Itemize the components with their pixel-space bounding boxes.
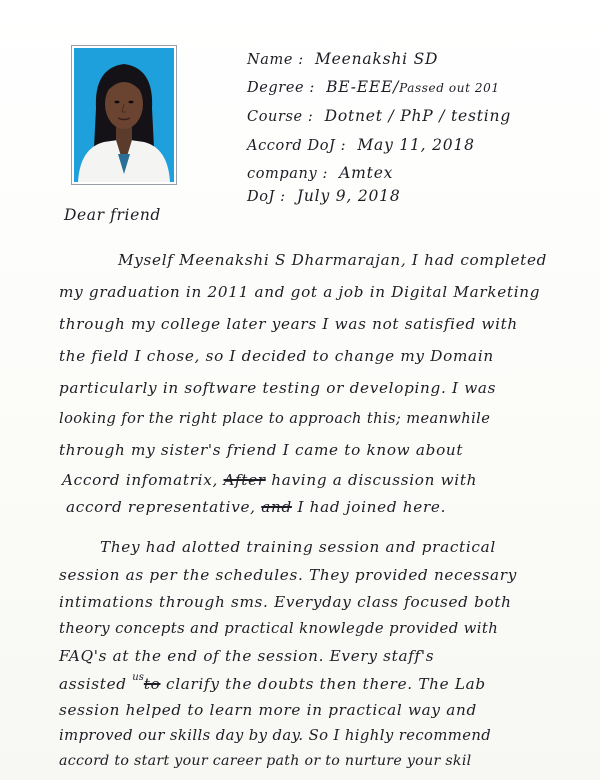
info-company-row (247, 166, 393, 182)
p2-line-8: improved our skills day by day. So I highly recommend (59, 727, 492, 744)
profile-photo (71, 45, 177, 185)
p2-line-6-insert: us (132, 672, 144, 683)
degree-suffix: Passed out 201 (399, 81, 500, 95)
course-label: Course : (247, 109, 314, 125)
p2-line-6-post: clarify the doubts then there. The Lab (160, 675, 486, 693)
p1-line-8 (62, 473, 477, 488)
name-label: Name : (247, 52, 304, 68)
accord-doj-value: May 11, 2018 (357, 136, 475, 154)
greeting: Dear friend (64, 206, 161, 224)
p2-line-4: theory concepts and practical knowlegde provided with (59, 620, 499, 637)
doj-value: July 9, 2018 (296, 187, 401, 205)
profile-photo-illustration (74, 48, 174, 182)
p2-line-9: accord to start your career path or to nurture your skil (59, 753, 472, 769)
p2-line-6 (59, 672, 486, 693)
info-course-row (247, 109, 511, 125)
p1-line-8-struck: After (223, 471, 266, 489)
info-doj-row (247, 189, 401, 205)
p2-line-6-struck: to (143, 675, 161, 693)
p1-line-7: through my sister's friend I came to know about (59, 441, 464, 459)
info-name-row (247, 52, 438, 68)
p1-line-4: the field I chose, so I decided to change my Domain (59, 347, 494, 365)
p1-line-9 (66, 500, 446, 515)
p1-line-8-post: having a discussion with (265, 471, 478, 489)
p1-line-5: particularly in software testing or developing. I was (59, 379, 497, 397)
p2-line-5: FAQ's at the end of the session. Every staff's (59, 647, 435, 665)
name-value: Meenakshi SD (314, 50, 439, 68)
p1-line-9-pre: accord representative, (66, 498, 262, 516)
doj-label: DoJ : (247, 189, 286, 205)
p1-line-3: through my college later years I was not satisfied with (59, 315, 518, 333)
company-value: Amtex (339, 164, 394, 182)
p1-line-9-struck: and (261, 498, 292, 516)
p1-line-1: Myself Meenakshi S Dharmarajan, I had completed (118, 251, 548, 269)
p2-line-2: session as per the schedules. They provided necessary (59, 566, 517, 584)
p1-line-6: looking for the right place to approach this; meanwhile (59, 410, 491, 427)
p2-line-1: They had alotted training session and practical (100, 538, 496, 556)
accord-doj-label: Accord DoJ : (247, 138, 347, 154)
p1-line-9-post: I had joined here. (291, 498, 447, 516)
p2-line-6-pre: assisted (59, 675, 133, 693)
p2-line-3: intimations through sms. Everyday class focused both (59, 593, 512, 611)
p1-line-8-pre: Accord infomatrix, (62, 471, 224, 489)
p1-line-2: my graduation in 2011 and got a job in Digital Marketing (59, 283, 541, 301)
p2-line-7: session helped to learn more in practical way and (59, 701, 477, 719)
info-degree-row (247, 80, 500, 96)
degree-value: BE-EEE/ (326, 78, 400, 96)
degree-label: Degree : (247, 80, 315, 96)
course-value: Dotnet / PhP / testing (324, 107, 512, 125)
company-label: company : (247, 166, 328, 182)
info-accord-doj-row (247, 138, 475, 154)
